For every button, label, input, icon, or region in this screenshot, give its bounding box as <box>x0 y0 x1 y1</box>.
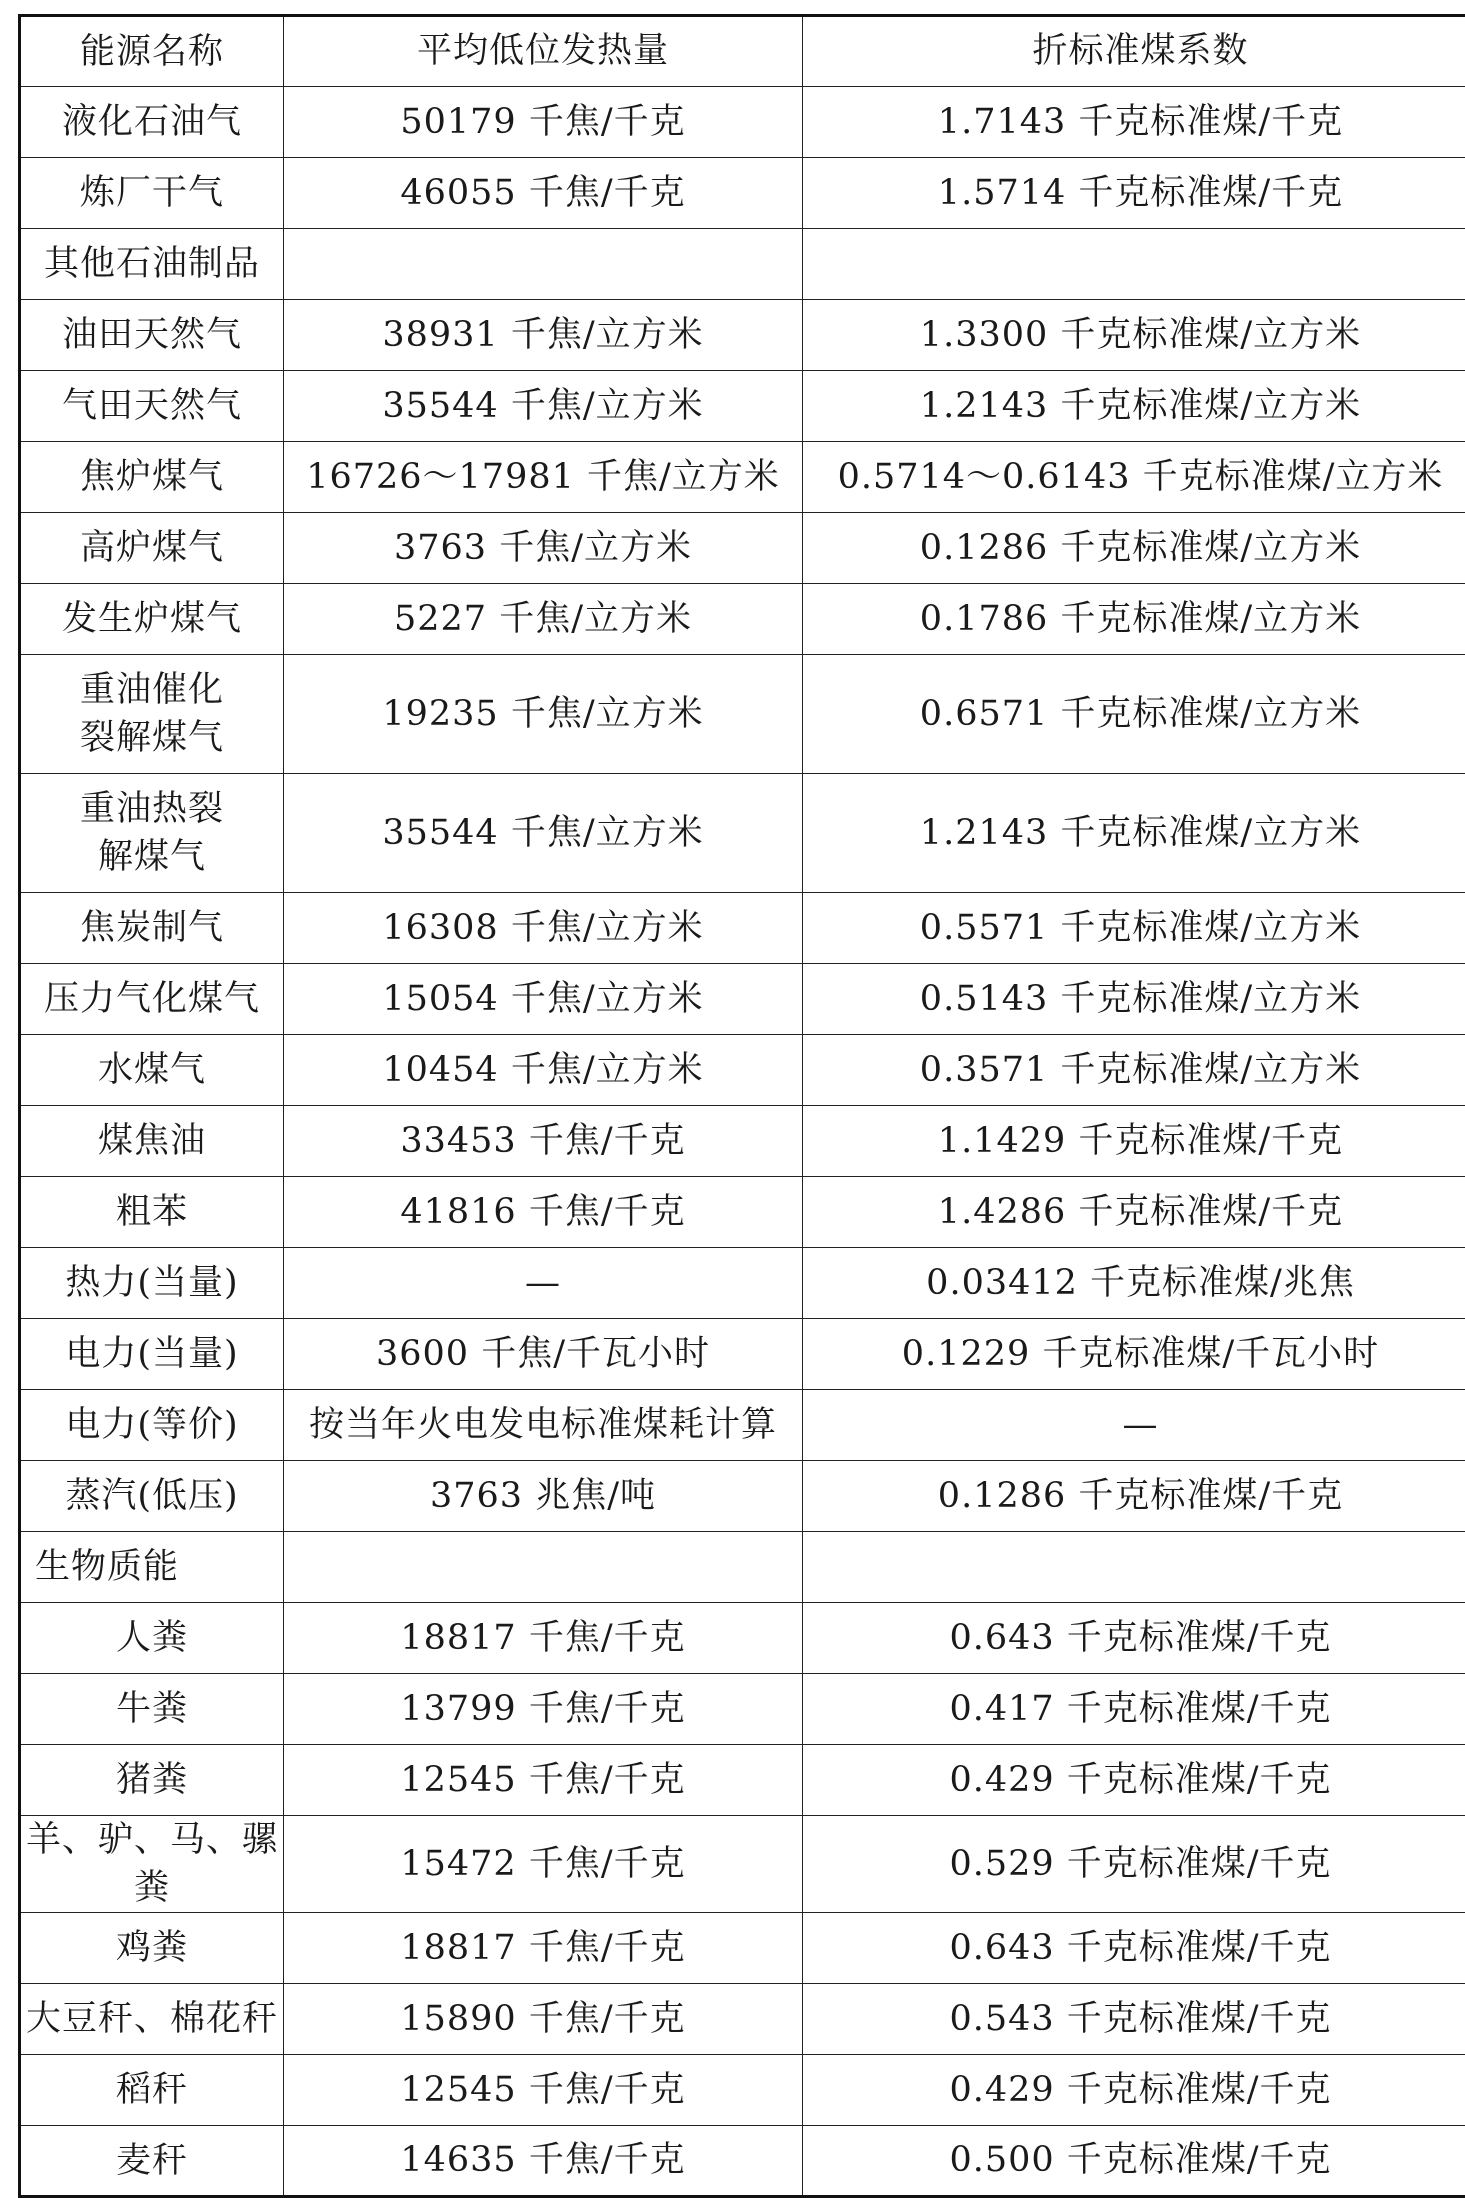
header-coefficient: 折标准煤系数 <box>803 16 1465 87</box>
table-row <box>20 1177 1465 1248</box>
cell-coefficient: 0.1786 千克标准煤/立方米 <box>803 584 1465 655</box>
cell-coefficient <box>803 1532 1465 1603</box>
table-row <box>20 371 1465 442</box>
cell-heat-value: 5227 千焦/立方米 <box>284 584 803 655</box>
cell-energy-name: 水煤气 <box>20 1035 284 1106</box>
table-row <box>20 1248 1465 1319</box>
table-row <box>20 300 1465 371</box>
table-row <box>20 1674 1465 1745</box>
cell-heat-value: 35544 千焦/立方米 <box>284 774 803 893</box>
cell-heat-value <box>284 1532 803 1603</box>
cell-coefficient: 1.5714 千克标准煤/千克 <box>803 158 1465 229</box>
cell-heat-value: 15472 千焦/千克 <box>284 1816 803 1913</box>
cell-energy-name: 牛粪 <box>20 1674 284 1745</box>
cell-coefficient: — <box>803 1390 1465 1461</box>
header-heat-value: 平均低位发热量 <box>284 16 803 87</box>
cell-coefficient: 0.5143 千克标准煤/立方米 <box>803 964 1465 1035</box>
cell-energy-name: 人粪 <box>20 1603 284 1674</box>
cell-energy-name: 油田天然气 <box>20 300 284 371</box>
cell-heat-value: 14635 千焦/千克 <box>284 2126 803 2197</box>
table-row <box>20 229 1465 300</box>
cell-coefficient: 1.2143 千克标准煤/立方米 <box>803 371 1465 442</box>
cell-coefficient: 0.1286 千克标准煤/立方米 <box>803 513 1465 584</box>
table-row <box>20 964 1465 1035</box>
cell-heat-value: 按当年火电发电标准煤耗计算 <box>284 1390 803 1461</box>
cell-coefficient: 0.1229 千克标准煤/千瓦小时 <box>803 1319 1465 1390</box>
table-row <box>20 442 1465 513</box>
cell-coefficient: 1.7143 千克标准煤/千克 <box>803 87 1465 158</box>
cell-heat-value: 3763 兆焦/吨 <box>284 1461 803 1532</box>
cell-coefficient: 0.03412 千克标准煤/兆焦 <box>803 1248 1465 1319</box>
cell-coefficient: 1.2143 千克标准煤/立方米 <box>803 774 1465 893</box>
table-row <box>20 893 1465 964</box>
table-row <box>20 774 1465 893</box>
cell-heat-value: 33453 千焦/千克 <box>284 1106 803 1177</box>
cell-energy-name: 猪粪 <box>20 1745 284 1816</box>
cell-heat-value: 3600 千焦/千瓦小时 <box>284 1319 803 1390</box>
cell-heat-value: 41816 千焦/千克 <box>284 1177 803 1248</box>
table-row <box>20 1913 1465 1984</box>
cell-energy-name: 粗苯 <box>20 1177 284 1248</box>
cell-energy-name: 电力(当量) <box>20 1319 284 1390</box>
cell-energy-name: 麦秆 <box>20 2126 284 2197</box>
cell-coefficient: 0.500 千克标准煤/千克 <box>803 2126 1465 2197</box>
table-row <box>20 1106 1465 1177</box>
table-row <box>20 1461 1465 1532</box>
cell-heat-value: 19235 千焦/立方米 <box>284 655 803 774</box>
cell-heat-value: 16726～17981 千焦/立方米 <box>284 442 803 513</box>
cell-coefficient: 1.1429 千克标准煤/千克 <box>803 1106 1465 1177</box>
cell-coefficient: 0.643 千克标准煤/千克 <box>803 1603 1465 1674</box>
cell-heat-value: — <box>284 1248 803 1319</box>
energy-conversion-table <box>18 14 1465 2198</box>
cell-coefficient: 0.643 千克标准煤/千克 <box>803 1913 1465 1984</box>
cell-energy-name: 羊、驴、马、骡粪 <box>20 1816 284 1913</box>
table-row <box>20 655 1465 774</box>
cell-coefficient: 0.429 千克标准煤/千克 <box>803 1745 1465 1816</box>
table-row <box>20 2055 1465 2126</box>
header-energy-name: 能源名称 <box>20 16 284 87</box>
cell-coefficient: 0.529 千克标准煤/千克 <box>803 1816 1465 1913</box>
cell-coefficient: 0.3571 千克标准煤/立方米 <box>803 1035 1465 1106</box>
cell-energy-name: 蒸汽(低压) <box>20 1461 284 1532</box>
cell-heat-value: 15054 千焦/立方米 <box>284 964 803 1035</box>
table-row <box>20 513 1465 584</box>
cell-energy-name: 大豆秆、棉花秆 <box>20 1984 284 2055</box>
cell-coefficient: 1.4286 千克标准煤/千克 <box>803 1177 1465 1248</box>
cell-heat-value: 50179 千焦/千克 <box>284 87 803 158</box>
table-row <box>20 1603 1465 1674</box>
cell-heat-value: 13799 千焦/千克 <box>284 1674 803 1745</box>
cell-coefficient: 0.543 千克标准煤/千克 <box>803 1984 1465 2055</box>
table-row <box>20 1035 1465 1106</box>
cell-coefficient: 1.3300 千克标准煤/立方米 <box>803 300 1465 371</box>
cell-energy-name: 焦炉煤气 <box>20 442 284 513</box>
cell-heat-value: 18817 千焦/千克 <box>284 1913 803 1984</box>
cell-coefficient: 0.5714～0.6143 千克标准煤/立方米 <box>803 442 1465 513</box>
table-body <box>20 16 1465 2197</box>
cell-heat-value: 10454 千焦/立方米 <box>284 1035 803 1106</box>
cell-energy-name: 煤焦油 <box>20 1106 284 1177</box>
table-row <box>20 584 1465 655</box>
cell-energy-name: 重油热裂 解煤气 <box>20 774 284 893</box>
table-row <box>20 1816 1465 1913</box>
cell-coefficient: 0.429 千克标准煤/千克 <box>803 2055 1465 2126</box>
cell-heat-value <box>284 229 803 300</box>
cell-energy-name: 稻秆 <box>20 2055 284 2126</box>
cell-heat-value: 15890 千焦/千克 <box>284 1984 803 2055</box>
cell-heat-value: 12545 千焦/千克 <box>284 1745 803 1816</box>
cell-coefficient: 0.5571 千克标准煤/立方米 <box>803 893 1465 964</box>
table-row <box>20 158 1465 229</box>
cell-energy-name: 鸡粪 <box>20 1913 284 1984</box>
cell-heat-value: 38931 千焦/立方米 <box>284 300 803 371</box>
cell-coefficient <box>803 229 1465 300</box>
cell-energy-name: 生物质能 <box>20 1532 284 1603</box>
table-row <box>20 1745 1465 1816</box>
cell-heat-value: 12545 千焦/千克 <box>284 2055 803 2126</box>
cell-heat-value: 3763 千焦/立方米 <box>284 513 803 584</box>
cell-energy-name: 发生炉煤气 <box>20 584 284 655</box>
cell-coefficient: 0.6571 千克标准煤/立方米 <box>803 655 1465 774</box>
cell-energy-name: 高炉煤气 <box>20 513 284 584</box>
table-row <box>20 2126 1465 2197</box>
table-row <box>20 1984 1465 2055</box>
table-row <box>20 1319 1465 1390</box>
cell-heat-value: 16308 千焦/立方米 <box>284 893 803 964</box>
cell-heat-value: 46055 千焦/千克 <box>284 158 803 229</box>
table-row <box>20 87 1465 158</box>
cell-energy-name: 热力(当量) <box>20 1248 284 1319</box>
cell-energy-name: 液化石油气 <box>20 87 284 158</box>
cell-energy-name: 气田天然气 <box>20 371 284 442</box>
cell-coefficient: 0.1286 千克标准煤/千克 <box>803 1461 1465 1532</box>
cell-heat-value: 35544 千焦/立方米 <box>284 371 803 442</box>
cell-energy-name: 电力(等价) <box>20 1390 284 1461</box>
cell-heat-value: 18817 千焦/千克 <box>284 1603 803 1674</box>
cell-energy-name: 其他石油制品 <box>20 229 284 300</box>
table-row <box>20 1532 1465 1603</box>
cell-coefficient: 0.417 千克标准煤/千克 <box>803 1674 1465 1745</box>
cell-energy-name: 炼厂干气 <box>20 158 284 229</box>
table-row <box>20 1390 1465 1461</box>
cell-energy-name: 重油催化 裂解煤气 <box>20 655 284 774</box>
cell-energy-name: 压力气化煤气 <box>20 964 284 1035</box>
cell-energy-name: 焦炭制气 <box>20 893 284 964</box>
header-row <box>20 16 1465 87</box>
